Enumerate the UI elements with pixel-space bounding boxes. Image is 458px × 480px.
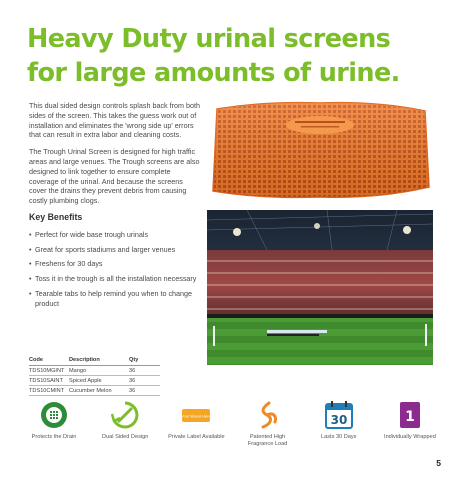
- feature-dual-sided: [95, 399, 155, 447]
- drain-protect-icon: [38, 399, 70, 431]
- page-headline: [27, 22, 437, 90]
- benefit-item: • Freshens for 30 days: [29, 259, 201, 269]
- benefit-item: • Toss it in the trough is all the installation necessary: [29, 274, 201, 284]
- body-column: [29, 101, 201, 314]
- feature-label: Private Label Available: [168, 434, 225, 440]
- benefits-list: [29, 230, 201, 309]
- feature-label: Patented High Fragrance Load: [247, 434, 288, 447]
- feature-individually-wrapped: [380, 399, 440, 447]
- cell-code: TDS10CMINT: [29, 386, 69, 396]
- private-label-badge-text: Your Brand Here: [181, 413, 212, 419]
- table-row: [29, 386, 160, 396]
- product-table: [29, 356, 160, 396]
- benefit-item: • Great for sports stadiums and larger venues: [29, 245, 201, 255]
- col-code-header: Code: [29, 356, 69, 366]
- wrapped-badge-text: 1: [405, 409, 415, 425]
- cell-description: Cucumber Melon: [69, 386, 129, 396]
- feature-fragrance: [238, 399, 298, 447]
- calendar-badge-text: 30: [330, 413, 348, 427]
- key-benefits-heading: Key Benefits: [29, 211, 83, 222]
- feature-label: Lasts 30 Days: [321, 434, 357, 440]
- table-row: [29, 366, 160, 376]
- feature-private-label: [166, 399, 226, 447]
- headline-line-1: Heavy Duty urinal screens: [27, 24, 391, 54]
- wrapped-icon: [394, 399, 426, 431]
- cell-qty: 36: [129, 386, 160, 396]
- fragrance-icon: [252, 399, 284, 431]
- cell-description: Spiced Apple: [69, 376, 129, 386]
- features-row: [24, 399, 440, 447]
- page-number: 5: [436, 458, 441, 468]
- intro-paragraph: This dual sided design controls splash back from both sides of the screen. This takes the guess work out of installation and eliminates the 'wrong side up' errors that can result in extra labor and cleaning costs.: [29, 101, 200, 140]
- benefit-item: • Perfect for wide base trough urinals: [29, 230, 201, 240]
- feature-label: Protects the Drain: [31, 434, 77, 440]
- calendar-icon: [323, 399, 355, 431]
- stadium-image: [207, 210, 433, 365]
- cell-code: TDS10MGINT: [29, 366, 69, 376]
- cell-qty: 36: [129, 366, 160, 376]
- col-description-header: Description: [69, 356, 129, 366]
- cell-description: Mango: [69, 366, 129, 376]
- trough-paragraph: The Trough Urinal Screen is designed for high traffic areas and large venues. The Trough screens are also designed to link together to ensure complete coverage of the urinal. And because the screens cover the drains they prevent debris from causing costly plumbing clogs.: [29, 147, 200, 206]
- cell-qty: 36: [129, 376, 160, 386]
- headline-line-2: for large amounts of urine.: [27, 58, 400, 88]
- benefit-item: • Tearable tabs to help remind you when to change product: [29, 289, 201, 309]
- private-label-icon: [180, 399, 212, 431]
- feature-label: Dual Sided Design: [102, 434, 149, 440]
- feature-30-days: [309, 399, 369, 447]
- table-header-row: [29, 356, 160, 366]
- col-qty-header: Qty: [129, 356, 160, 366]
- dual-sided-icon: [109, 399, 141, 431]
- cell-code: TDS10SAINT: [29, 376, 69, 386]
- trough-screen-image: [207, 99, 433, 203]
- feature-protects-drain: [24, 399, 84, 447]
- feature-label: Individually Wrapped: [384, 434, 436, 440]
- table-row: [29, 376, 160, 386]
